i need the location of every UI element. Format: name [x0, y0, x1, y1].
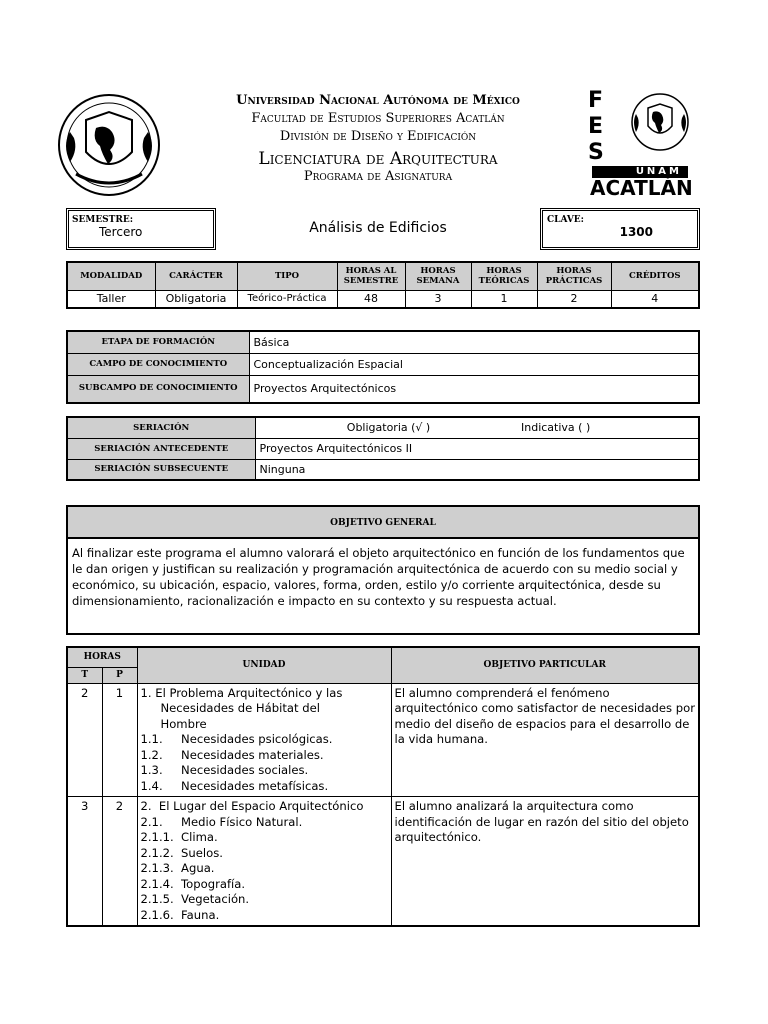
subsecuente-key: SERIACIÓN SUBSECUENTE: [67, 459, 255, 480]
document-header: [170, 92, 586, 186]
unit-line: Hombre: [160, 716, 207, 731]
objetivo-general-heading: OBJETIVO GENERAL: [68, 507, 698, 539]
unit-line: 1. El Problema Arquitectónico y las: [140, 685, 343, 700]
value-modalidad: Taller: [67, 290, 155, 308]
header-objetivo-particular: OBJETIVO PARTICULAR: [391, 647, 699, 683]
units-table: [66, 646, 700, 927]
subcampo-key: SUBCAMPO DE CONOCIMIENTO: [67, 375, 249, 403]
value-horas-semestre: 48: [337, 290, 405, 308]
etapa-key: ETAPA DE FORMACIÓN: [67, 331, 249, 353]
header-horas-practicas: HORAS PRÁCTICAS: [537, 262, 611, 290]
header-caracter: CARÁCTER: [155, 262, 237, 290]
semester-label: SEMESTRE:: [72, 215, 134, 225]
value-tipo: Teórico-Práctica: [237, 290, 337, 308]
unit-line: 1.4. Necesidades metafísicas.: [140, 778, 329, 793]
unam-seal-right: [630, 92, 690, 152]
unit-line: 1.1. Necesidades psicológicas.: [140, 732, 333, 746]
header-tipo: TIPO: [237, 262, 337, 290]
campo-value: Conceptualización Espacial: [249, 353, 699, 375]
row1-objective: El alumno comprenderá el fenómeno arquitectónico como satisfactor de necesidades por medio del diseño de espacios para el desarrollo de la vida humana.: [391, 683, 699, 797]
objetivo-general-box: [66, 505, 700, 635]
unit-line: 2.1.4. Topografía.: [140, 876, 246, 891]
subcampo-value: Proyectos Arquitectónicos: [249, 375, 699, 403]
unit-line: 1.3. Necesidades sociales.: [140, 763, 309, 777]
antecedente-value: Proyectos Arquitectónicos II: [255, 438, 699, 459]
division-name: División de Diseño y Edificación: [279, 129, 477, 144]
etapa-value: Básica: [249, 331, 699, 353]
header-modalidad: MODALIDAD: [67, 262, 155, 290]
clave-box: [540, 208, 700, 250]
modalidad-table: [66, 261, 700, 309]
unit-line: 1.2. Necesidades materiales.: [140, 747, 324, 762]
unit-line: 2. El Lugar del Espacio Arquitectónico: [140, 799, 364, 813]
subsecuente-value: Ninguna: [255, 459, 699, 480]
clave-value: 1300: [619, 225, 653, 239]
unit-line: 2.1.5. Vegetación.: [140, 892, 250, 906]
header-unidad: UNIDAD: [137, 647, 391, 683]
value-caracter: Obligatoria: [155, 290, 237, 308]
row1-t: 2: [67, 683, 102, 797]
header-horas-semana: HORAS SEMANA: [405, 262, 471, 290]
value-horas-teoricas: 1: [471, 290, 537, 308]
seriacion-table: [66, 416, 700, 481]
etapa-table: [66, 330, 700, 404]
objetivo-general-text: Al finalizar este programa el alumno valorará el objeto arquitectónico en función de los fundamentos que le dan origen y justifican su realización y programación arquitectónica de acuerdo con su medio social y económico, su ubicación, espacio, valores, forma, orden, estilo y/o corriente arquitectónica, desde su dimensionamiento, racionalización e impacto en su contexto y su respuesta actual.: [72, 546, 685, 608]
semester-value: Tercero: [99, 225, 143, 239]
semester-box: [66, 208, 216, 250]
table-row: [67, 683, 699, 797]
header-horas: HORAS: [67, 647, 137, 667]
row2-unit: [137, 797, 391, 927]
table-row: [67, 797, 699, 927]
value-creditos: 4: [611, 290, 699, 308]
seriacion-key: SERIACIÓN: [67, 417, 255, 438]
row1-p: 1: [102, 683, 137, 797]
header-t: T: [67, 667, 102, 683]
header-horas-teoricas: HORAS TEÓRICAS: [471, 262, 537, 290]
unit-line: 2.1. Medio Físico Natural.: [140, 814, 303, 829]
row2-objective: El alumno analizará la arquitectura como identificación de lugar en razón del sitio del objeto arquitectónico.: [391, 797, 699, 927]
header-p: P: [102, 667, 137, 683]
unit-line: 2.1.2. Suelos.: [140, 845, 223, 860]
header-horas-semestre: HORAS AL SEMESTRE: [337, 262, 405, 290]
row2-p: 2: [102, 797, 137, 927]
faculty-name: Facultad de Estudios Superiores Acatlán: [251, 111, 505, 126]
header-creditos: CRÉDITOS: [611, 262, 699, 290]
row2-t: 3: [67, 797, 102, 927]
value-horas-semana: 3: [405, 290, 471, 308]
seriacion-obligatoria: Obligatoria (√ ): [346, 421, 431, 435]
document-type: Programa de Asignatura: [303, 169, 453, 184]
fes-letters: F E S: [588, 88, 604, 165]
antecedente-key: SERIACIÓN ANTECEDENTE: [67, 438, 255, 459]
acatlan-wordmark: ACATLÁN: [590, 176, 693, 200]
unit-line: 2.1.6. Fauna.: [140, 907, 220, 922]
unam-seal-left: [56, 92, 162, 198]
unit-line: 2.1.3. Agua.: [140, 861, 215, 875]
clave-label: CLAVE:: [547, 215, 584, 225]
value-horas-practicas: 2: [537, 290, 611, 308]
seriacion-options: [255, 417, 699, 438]
seriacion-indicativa: Indicativa ( ): [521, 421, 591, 435]
university-name: Universidad Nacional Autónoma de México: [236, 93, 520, 108]
unit-line: Necesidades de Hábitat del: [160, 701, 320, 715]
course-title: Análisis de Edificios: [309, 220, 447, 236]
row1-unit: [137, 683, 391, 797]
program-name: Licenciatura de Arquitectura: [258, 149, 498, 169]
unam-band: UNAM: [592, 166, 688, 178]
unit-line: 2.1.1. Clima.: [140, 830, 218, 844]
campo-key: CAMPO DE CONOCIMIENTO: [67, 353, 249, 375]
